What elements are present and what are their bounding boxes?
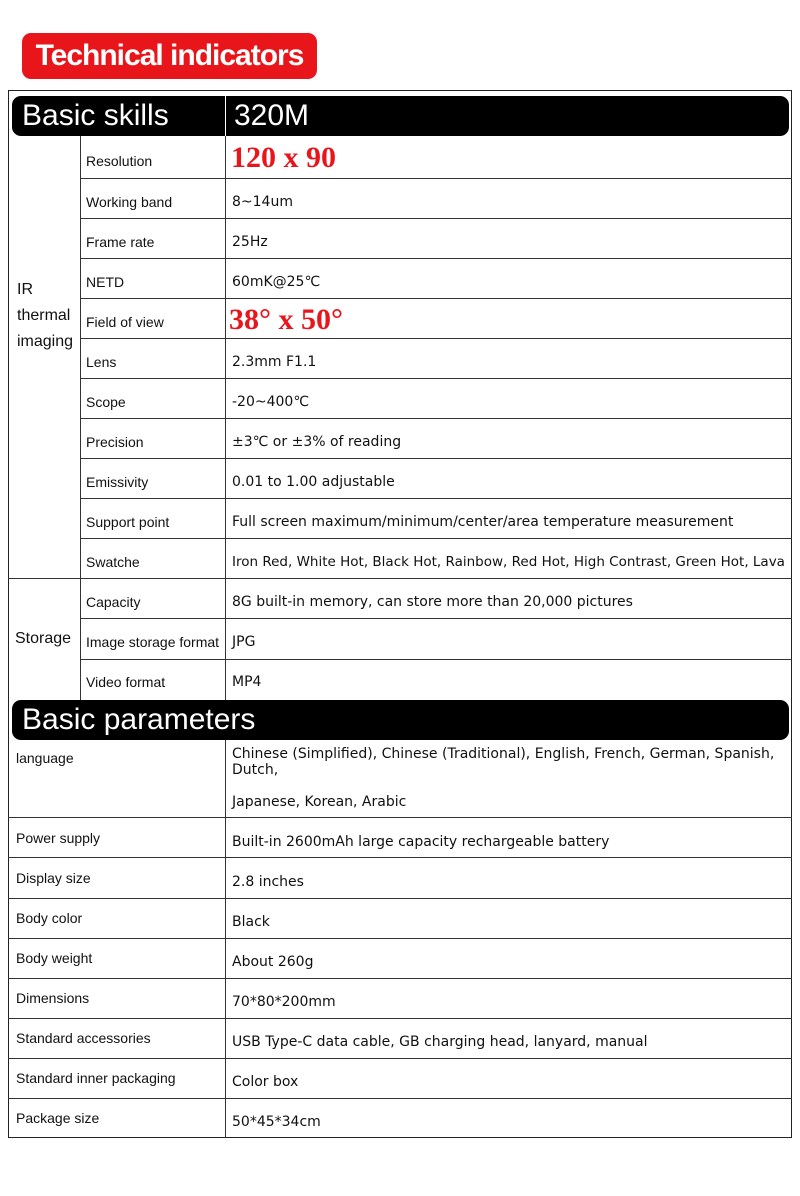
param-label-language: language [16, 750, 74, 766]
group-ir-thermal-imaging: IR thermal imaging [17, 281, 74, 350]
param-label: Standard inner packaging [16, 1070, 176, 1086]
row-label: Swatche [86, 554, 140, 570]
param-value: Built-in 2600mAh large capacity rechargeable battery [232, 834, 610, 850]
param-label: Package size [16, 1110, 100, 1126]
row-value: MP4 [232, 674, 262, 690]
param-value: Color box [232, 1074, 299, 1090]
param-value: About 260g [232, 954, 314, 970]
row-value: ±3℃ or ±3% of reading [232, 434, 402, 450]
header-basic-parameters: Basic parameters [22, 703, 256, 736]
row-label: Scope [86, 394, 126, 410]
row-value: -20~400℃ [232, 394, 310, 410]
param-label: Body color [16, 910, 83, 926]
param-label: Display size [16, 870, 91, 886]
param-value: 50*45*34cm [232, 1114, 321, 1130]
row-label: Emissivity [86, 474, 149, 490]
param-value: USB Type-C data cable, GB charging head, lanyard, manual [232, 1034, 648, 1050]
row-value: 0.01 to 1.00 adjustable [232, 474, 395, 490]
row-value: 60mK@25℃ [232, 274, 321, 290]
param-label: Dimensions [16, 990, 90, 1006]
param-value: 70*80*200mm [232, 994, 336, 1010]
row-value: 25Hz [232, 234, 268, 250]
group-storage: Storage [15, 630, 72, 647]
row-label: Field of view [86, 314, 164, 330]
basic-skills-header [12, 96, 789, 136]
param-value: Black [232, 914, 270, 930]
section-badge: Technical indicators [22, 33, 317, 79]
header-model: 320M [234, 99, 310, 132]
header-basic-skills: Basic skills [22, 99, 169, 132]
row-label: Video format [86, 674, 166, 690]
row-label: Lens [86, 354, 117, 370]
row-label: Frame rate [86, 234, 155, 250]
row-value-field-of-view: 38° x 50° [229, 303, 343, 336]
row-value: JPG [232, 634, 256, 650]
param-value: 2.8 inches [232, 874, 304, 890]
row-label: Precision [86, 434, 144, 450]
row-value: 2.3mm F1.1 [232, 354, 317, 370]
row-value: 8G built-in memory, can store more than 20,000 pictures [232, 594, 633, 610]
row-value-resolution: 120 x 90 [231, 141, 336, 174]
param-value-language: Chinese (Simplified), Chinese (Traditional), English, French, German, Spanish, Dutch, [232, 746, 775, 778]
param-label: Power supply [16, 830, 101, 846]
row-label: Support point [86, 514, 170, 530]
row-label: Resolution [86, 153, 153, 169]
param-value-language-cont: Japanese, Korean, Arabic [232, 794, 407, 810]
row-label: Capacity [86, 594, 141, 610]
row-label: Image storage format [86, 634, 220, 650]
row-value: Full screen maximum/minimum/center/area temperature measurement [232, 514, 734, 530]
row-label: NETD [86, 274, 125, 290]
row-value: 8~14um [232, 194, 293, 210]
row-label: Working band [86, 194, 173, 210]
param-label: Standard accessories [16, 1030, 151, 1046]
param-label: Body weight [16, 950, 93, 966]
row-value: Iron Red, White Hot, Black Hot, Rainbow, Red Hot, High Contrast, Green Hot, Lava [232, 554, 785, 570]
basic-parameters-header [12, 700, 789, 740]
